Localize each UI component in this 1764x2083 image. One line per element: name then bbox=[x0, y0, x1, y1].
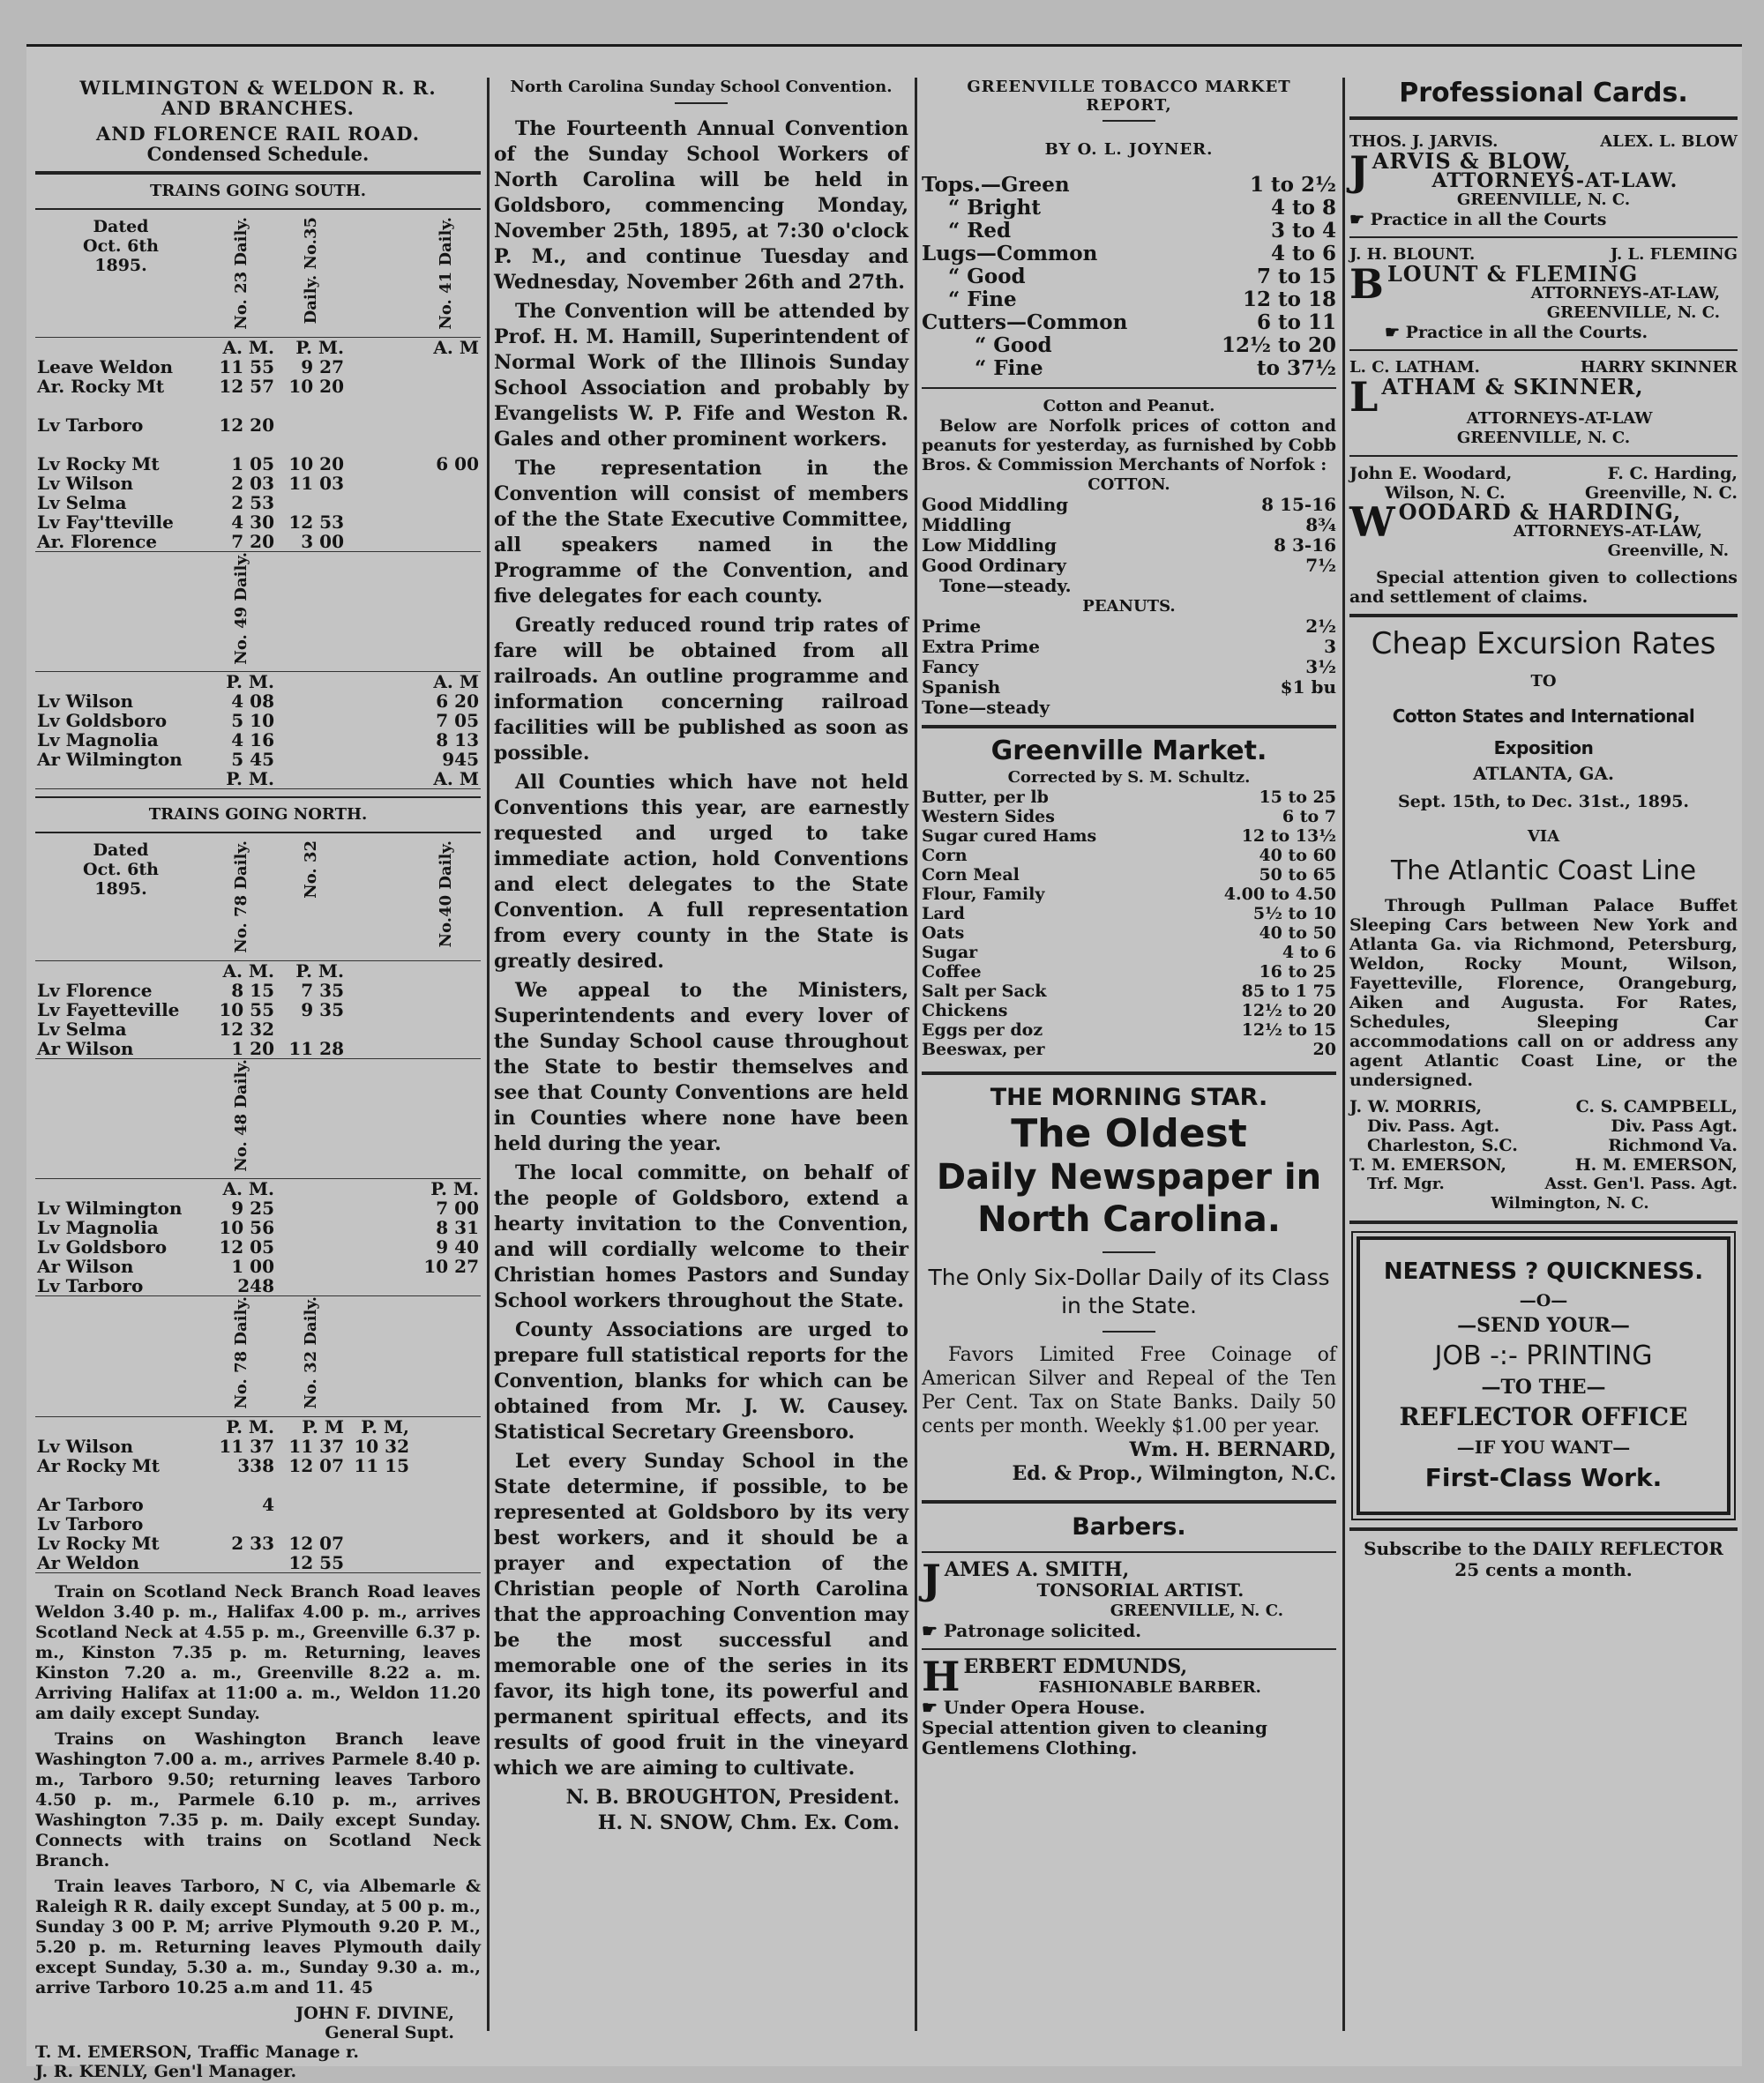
train-32-header: No. 32 Daily. bbox=[301, 1296, 320, 1410]
morning-star-body: Favors Limited Free Coinage of American Silver and Repeal of the Ten Per Cent. Tax on State Banks. Daily 50 cents per month. Weekly $1.00 per year. bbox=[922, 1344, 1336, 1437]
south-timetable-2: No. 49 Daily. P. M. A. M Lv Wilson 4 08 6 20 Lv Goldsboro 5 10 7 05 Lv Magnolia 4 16 8 13 Ar Wilmington 5 45 945 P. M. A. M bbox=[37, 551, 479, 790]
column-rule bbox=[1342, 78, 1345, 2031]
table-row: “ Good 7 to 15 bbox=[948, 265, 1336, 288]
barber-title: FASHIONABLE BARBER. bbox=[1038, 1678, 1261, 1697]
firm-name: OODARD & HARDING, bbox=[1398, 499, 1682, 525]
partner-name: F. C. Harding, bbox=[1607, 464, 1738, 483]
firm-note: ☛ Practice in all the Courts bbox=[1349, 210, 1607, 229]
rail-note-washington: Trains on Washington Branch leave Washington 7.00 a. m., arrives Parmele 8.40 p. m., Tarboro 9.50; returning leaves Tarboro 4.50 p. m., Parmele 6.10 p. m., arrives Washington 7.35 p. m. Daily except Sunday. Connects with trains on Scotland Neck Branch. bbox=[35, 1729, 481, 1871]
cotton-title: Cotton and Peanut. bbox=[1043, 397, 1215, 415]
divider bbox=[1349, 1527, 1738, 1531]
agent-name: H. M. EMERSON, bbox=[1574, 1155, 1738, 1175]
partner-name: THOS. J. JARVIS. bbox=[1349, 132, 1499, 151]
north-timetable-2: No. 48 Daily. A. M. P. M. Lv Wilmington 9 25 7 00 Lv Magnolia 10 56 8 31 Lv Goldsboro 12 05 9 40 Ar Wilson 1 00 10 27 Lv Tarboro 248 bbox=[37, 1058, 479, 1297]
drop-cap: B bbox=[1349, 260, 1384, 308]
column-rule bbox=[915, 78, 917, 2031]
table-row: Lv Wilson 2 03 11 03 bbox=[37, 472, 344, 494]
partner-city: Wilson, N. C. bbox=[1385, 483, 1506, 503]
south-title: TRAINS GOING SOUTH. bbox=[149, 182, 367, 200]
reflector-line: JOB -:- PRINTING bbox=[1434, 1340, 1653, 1371]
convention-paragraph: We appeal to the Ministers, Superintendents and every lover of the Sunday School cause throughout the State to bestir themselves and see that County Conventions are held in Counties where none have been held during the year. bbox=[494, 979, 908, 1155]
greenville-market-title: Greenville Market. bbox=[990, 735, 1267, 766]
table-row: Lv Tarboro bbox=[37, 1513, 144, 1535]
railroad-schedule-column bbox=[35, 77, 481, 2082]
firm-title: ATTORNEYS-AT-LAW bbox=[1466, 409, 1653, 428]
reflector-line: —SEND YOUR— bbox=[1457, 1314, 1630, 1337]
table-row: Sugar cured Hams 12 to 13½ bbox=[922, 826, 1336, 846]
train-48-header: No. 48 Daily. bbox=[231, 1058, 250, 1172]
train-78-header: No. 78 Daily. bbox=[231, 1296, 250, 1410]
table-row: Ar. Rocky Mt 12 57 10 20 bbox=[37, 375, 344, 397]
firm-name: ARVIS & BLOW, bbox=[1372, 148, 1572, 174]
north-timetable-3: No. 78 Daily. No. 32 Daily. P. M. P. M P. M, Lv Wilson 11 37 11 37 10 32 Ar Rocky Mt 338 12 07 11 15 Ar Tarboro 4 Lv Tarboro Lv Rocky Mt 2 33 12 07 Ar Weldon 12 55 bbox=[35, 1296, 481, 1573]
partner-name: ALEX. L. BLOW bbox=[1600, 132, 1738, 151]
table-row bbox=[35, 435, 481, 454]
table-row: “ Red 3 to 4 bbox=[948, 219, 1336, 243]
convention-paragraph: County Associations are urged to prepare full statistical reports for the Convention, blanks for which can be obtained from Mr. J. W. Causey. Statistical Secretary Greensboro. bbox=[494, 1318, 908, 1444]
divider bbox=[675, 102, 728, 104]
reflector-line: —TO THE— bbox=[1481, 1376, 1606, 1399]
train-32-header: No. 32 bbox=[301, 840, 320, 899]
morning-star-address: Ed. & Prop., Wilmington, N.C. bbox=[1012, 1462, 1336, 1485]
divider bbox=[922, 387, 1336, 389]
table-row: Lv Tarboro 12 20 bbox=[37, 414, 274, 436]
firm-note: Special attention given to collections and settlement of claims. bbox=[1349, 568, 1738, 607]
agent-title: Trf. Mgr. bbox=[1367, 1175, 1445, 1193]
divider bbox=[1349, 236, 1738, 238]
ampm-label: A. M bbox=[433, 336, 479, 358]
agent-city: Richmond Va. bbox=[1608, 1136, 1738, 1155]
table-row: Leave Weldon 11 55 9 27 bbox=[37, 355, 344, 377]
pointing-hand-icon: ☛ bbox=[922, 1697, 944, 1718]
rail-head-4: Condensed Schedule. bbox=[146, 143, 370, 165]
table-row: Tone—steady. bbox=[939, 575, 1072, 596]
table-row: Corn Meal 50 to 65 bbox=[922, 865, 1336, 885]
table-row: Extra Prime 3 bbox=[922, 636, 1336, 657]
table-row: “ Good 12½ to 20 bbox=[975, 333, 1336, 357]
agent-title: Div. Pass. Agt. bbox=[1367, 1116, 1500, 1136]
south-timetable-1 bbox=[35, 217, 481, 552]
divider bbox=[35, 796, 481, 798]
train-78-header: No. 78 Daily. bbox=[231, 840, 250, 953]
divider bbox=[1349, 614, 1738, 617]
table-row: “ Fine 12 to 18 bbox=[948, 287, 1336, 311]
professional-cards-column bbox=[1349, 78, 1738, 2049]
dated-cell: Dated Oct. 6th 1895. bbox=[35, 217, 206, 337]
drop-cap: L bbox=[1349, 373, 1379, 421]
drop-cap: J bbox=[1349, 147, 1369, 195]
professional-cards-title: Professional Cards. bbox=[1399, 78, 1688, 108]
rail-head-3: AND FLORENCE RAIL ROAD. bbox=[95, 123, 421, 145]
table-row: Lv Tarboro 248 bbox=[35, 1276, 481, 1296]
exposition-dates: Sept. 15th, to Dec. 31st., 1895. bbox=[1397, 792, 1690, 811]
exposition-name: Cotton States and International Exposition bbox=[1392, 706, 1695, 758]
reflector-headline: NEATNESS ? QUICKNESS. bbox=[1383, 1258, 1704, 1285]
drop-cap: W bbox=[1349, 498, 1395, 546]
firm-note: ☛ Practice in all the Courts. bbox=[1385, 323, 1648, 342]
rail-signature-emerson: T. M. EMERSON, Traffic Manage r. bbox=[35, 2042, 360, 2063]
morning-star-name: THE MORNING STAR. bbox=[990, 1084, 1268, 1111]
table-row: Sugar 4 to 6 bbox=[922, 943, 1336, 962]
north-title: TRAINS GOING NORTH. bbox=[148, 805, 368, 825]
firm-city: Greenville, N. bbox=[1607, 541, 1729, 560]
train-49-header: No. 49 Daily. bbox=[231, 551, 250, 665]
divider bbox=[1349, 1221, 1738, 1224]
newspaper-page bbox=[26, 44, 1742, 2082]
rail-note-albemarle: Train leaves Tarboro, N C, via Albemarle & Raleigh R R. daily except Sunday, at 5 00 p. m., Sunday 3 00 P. M; arrive Plymouth 9.20 P. M., 5.20 p. m. Returning leaves Plymouth daily except Sunday, 5.30 a. m., Sunday 9.30 a. m., arrive Tarboro 10.25 a.m and 11. 45 bbox=[35, 1877, 481, 1998]
cotton-subtitle: COTTON. bbox=[1088, 475, 1170, 494]
reflector-office-ad bbox=[1357, 1236, 1730, 1515]
drop-cap: H bbox=[922, 1653, 960, 1700]
train-40-header: No.40 Daily. bbox=[436, 840, 455, 948]
firm-title: ATTORNEYS-AT-LAW. bbox=[1431, 169, 1678, 192]
firm-city: GREENVILLE, N. C. bbox=[1456, 190, 1631, 209]
divider bbox=[1349, 455, 1738, 457]
table-row: Prime 2½ bbox=[922, 616, 1336, 637]
divider bbox=[1349, 349, 1738, 351]
divider bbox=[922, 725, 1336, 728]
morning-star-headline: Daily Newspaper in bbox=[936, 1157, 1322, 1198]
tobacco-price-table bbox=[922, 174, 1336, 380]
agent-city: Wilmington, N. C. bbox=[1491, 1194, 1649, 1213]
tobacco-title: GREENVILLE TOBACCO MARKET REPORT, bbox=[967, 78, 1291, 115]
divider bbox=[1102, 1251, 1155, 1253]
reflector-line: —IF YOU WANT— bbox=[1456, 1437, 1631, 1458]
barber-title: TONSORIAL ARTIST. bbox=[1036, 1579, 1245, 1601]
table-row: Lard 5½ to 10 bbox=[922, 904, 1336, 923]
table-row: Lv Wilmington 9 25 7 00 bbox=[37, 1198, 479, 1220]
partner-city: Greenville, N. C. bbox=[1584, 483, 1738, 503]
table-row: Fancy 3½ bbox=[922, 656, 1336, 677]
table-row: Lv Goldsboro 12 05 9 40 bbox=[37, 1236, 479, 1258]
table-row: Eggs per doz 12½ to 15 bbox=[922, 1020, 1336, 1040]
table-row: Ar Rocky Mt 338 12 07 11 15 bbox=[37, 1455, 409, 1477]
cotton-intro: Below are Norfolk prices of cotton and peanuts for yesterday, as furnished by Cobb Bros. & Commission Merchants of Norfok : bbox=[922, 416, 1336, 474]
table-row: “ Bright 4 to 8 bbox=[948, 196, 1336, 220]
firm-name: ATHAM & SKINNER, bbox=[1381, 374, 1644, 399]
table-row: Lv Selma 12 32 bbox=[37, 1018, 274, 1040]
table-row: Lv Goldsboro 5 10 7 05 bbox=[37, 710, 479, 732]
convention-paragraph: The local committe, on behalf of the people of Goldsboro, extend a hearty invitation to the Convention, and will cordially welcome to their Christian homes Pastors and Sunday School workers throughout the State. bbox=[494, 1161, 908, 1312]
firm-city: GREENVILLE, N. C. bbox=[1456, 429, 1631, 447]
morning-star-editor: Wm. H. BERNARD, bbox=[1129, 1438, 1336, 1461]
table-row: Lv Florence 8 15 7 35 bbox=[37, 979, 344, 1001]
table-row: Salt per Sack 85 to 1 75 bbox=[922, 982, 1336, 1001]
barber-note: ☛ Patronage solicited. bbox=[922, 1620, 1142, 1641]
subscribe-notice: Subscribe to the DAILY REFLECTOR 25 cents a month. bbox=[1364, 1538, 1723, 1580]
table-row: Beeswax, per 20 bbox=[922, 1040, 1336, 1059]
partner-name: J. H. BLOUNT. bbox=[1349, 245, 1476, 264]
table-row: Corn 40 to 60 bbox=[922, 846, 1336, 865]
convention-paragraph: The representation in the Convention will consist of members of the the State Executive Committee, all speakers named in the Programme of the Convention, and five delegates for each county. bbox=[494, 457, 908, 608]
peanuts-subtitle: PEANUTS. bbox=[1082, 597, 1176, 616]
table-row: Lv Fayetteville 10 55 9 35 bbox=[37, 998, 344, 1020]
barber-name: AMES A. SMITH, bbox=[944, 1558, 1130, 1581]
markets-column bbox=[922, 78, 1336, 2049]
table-row: Ar Tarboro 4 bbox=[37, 1494, 274, 1516]
agent-name: C. S. CAMPBELL, bbox=[1575, 1097, 1738, 1116]
table-row: Good Middling 8 15-16 bbox=[922, 494, 1336, 515]
convention-title: North Carolina Sunday School Convention. bbox=[510, 78, 893, 96]
exposition-city: ATLANTA, GA. bbox=[1473, 763, 1614, 784]
agent-title: Div. Pass Agt. bbox=[1611, 1116, 1738, 1136]
divider bbox=[1349, 116, 1738, 120]
greenville-market-byline: Corrected by S. M. Schultz. bbox=[1007, 768, 1251, 787]
reflector-line: REFLECTOR OFFICE bbox=[1399, 1402, 1688, 1431]
table-row: Chickens 12½ to 20 bbox=[922, 1001, 1336, 1020]
rail-signature-divine: JOHN F. DIVINE, bbox=[295, 2004, 454, 2024]
train-23-header: No. 23 Daily. bbox=[231, 217, 250, 330]
table-row: Lv Magnolia 10 56 8 31 bbox=[37, 1217, 479, 1239]
divider bbox=[35, 171, 481, 175]
table-row: Low Middling 8 3-16 bbox=[922, 534, 1336, 556]
table-row bbox=[35, 396, 481, 415]
divider bbox=[1102, 1331, 1155, 1333]
table-row bbox=[35, 1475, 481, 1495]
table-row: Lv Wilson 11 37 11 37 10 32 bbox=[37, 1436, 409, 1458]
table-row: Lv Rocky Mt 1 05 10 20 6 00 bbox=[37, 452, 479, 474]
table-row: Oats 40 to 50 bbox=[922, 923, 1336, 943]
pointing-hand-icon: ☛ bbox=[1349, 210, 1371, 229]
table-row: Ar Wilmington 5 45 945 bbox=[37, 749, 479, 771]
convention-signature-chairman: H. N. SNOW, Chm. Ex. Com. bbox=[597, 1811, 900, 1834]
greenville-market-table bbox=[922, 788, 1336, 1059]
partner-name: John E. Woodard, bbox=[1349, 464, 1513, 483]
atlantic-coast-line-title: The Atlantic Coast Line bbox=[1390, 855, 1697, 886]
agent-name: T. M. EMERSON, bbox=[1349, 1155, 1507, 1175]
table-row: Lv Magnolia 4 16 8 13 bbox=[37, 729, 479, 751]
ampm-label: P. M. bbox=[295, 336, 344, 358]
table-row: Butter, per lb 15 to 25 bbox=[922, 788, 1336, 807]
barber-note: Special attention given to cleaning Gentlemens Clothing. bbox=[922, 1717, 1267, 1758]
barber-city: GREENVILLE, N. C. bbox=[1110, 1601, 1283, 1620]
excursion-to: TO bbox=[1530, 672, 1557, 691]
table-row: “ Fine to 37½ bbox=[975, 356, 1336, 380]
table-row: Good Ordinary 7½ bbox=[922, 555, 1336, 576]
table-row: Ar. Florence 7 20 3 00 bbox=[35, 532, 481, 552]
cotton-price-table bbox=[922, 495, 1336, 596]
excursion-title: Cheap Excursion Rates bbox=[1371, 626, 1716, 661]
barbers-title: Barbers. bbox=[1072, 1513, 1186, 1541]
convention-paragraph: All Counties which have not held Conventions this year, are earnestly requested and urged to take immediate action, hold Conventions and elect delegates to the State Convention. A full representation from every county in the State is greatly desired. bbox=[494, 771, 908, 973]
table-row: Spanish $1 bu bbox=[922, 676, 1336, 698]
rail-head-2: AND BRANCHES. bbox=[161, 97, 355, 119]
divider bbox=[922, 1071, 1336, 1075]
pointing-hand-icon: ☛ bbox=[922, 1620, 944, 1641]
column-rule bbox=[487, 78, 490, 2031]
ampm-label: A. M. bbox=[222, 336, 274, 358]
partner-name: L. C. LATHAM. bbox=[1349, 358, 1480, 377]
divider bbox=[35, 208, 481, 210]
divider bbox=[922, 1648, 1336, 1650]
table-row: Ar Weldon 12 55 bbox=[35, 1553, 481, 1573]
convention-paragraph: The Convention will be attended by Prof. H. M. Hamill, Superintendent of Normal Work of the Illinois Sunday School Association and probably by Evangelists W. P. Fife and Weston R. Gales and other prominent workers. bbox=[494, 300, 908, 451]
morning-star-headline: North Carolina. bbox=[977, 1199, 1281, 1240]
tobacco-byline: BY O. L. JOYNER. bbox=[1044, 140, 1214, 159]
table-row: Lugs—Common 4 to 6 bbox=[922, 242, 1336, 265]
firm-title: ATTORNEYS-AT-LAW, bbox=[1513, 522, 1702, 541]
convention-paragraph: Greatly reduced round trip rates of fare will be obtained from all railroads. An outline programme and information concerning railroad facilities will be published as soon as possible. bbox=[494, 614, 908, 765]
agent-city: Charleston, S.C. bbox=[1367, 1136, 1518, 1155]
table-row: Middling 8¾ bbox=[922, 514, 1336, 535]
divider bbox=[922, 1500, 1336, 1504]
table-row: Ar Wilson 1 00 10 27 bbox=[37, 1256, 479, 1278]
firm-city: GREENVILLE, N. C. bbox=[1546, 303, 1720, 322]
table-row: Coffee 16 to 25 bbox=[922, 962, 1336, 982]
partner-name: J. L. FLEMING bbox=[1610, 245, 1738, 264]
rail-head-1: WILMINGTON & WELDON R. R. bbox=[79, 77, 437, 99]
table-row: Cutters—Common 6 to 11 bbox=[922, 310, 1336, 334]
barber-note: ☛ Under Opera House. bbox=[922, 1697, 1146, 1718]
table-row: Lv Wilson 4 08 6 20 bbox=[37, 691, 479, 713]
convention-paragraph: Let every Sunday School in the State determine, if possible, to be represented at Goldsboro by its very best workers, and it should be a prayer and expectation of the Christian people of North Carolina that the approaching Convention may be the most successful and memorable one of the series in its favor, its high tone, its powerful and permanent spiritual effects, and its results of good fruit in the vineyard which we are aiming to cultivate. bbox=[494, 1450, 908, 1780]
rail-signature-kenly: J. R. KENLY, Gen'l Manager. bbox=[35, 2062, 297, 2082]
table-row: Ar Wilson 1 20 11 28 bbox=[35, 1039, 481, 1059]
convention-paragraph: The Fourteenth Annual Convention of the Sunday School Workers of North Carolina will be held in Goldsboro, commencing Monday, November 25th, 1895, at 7:30 o'clock P. M., and continue Tuesday and Wednesday, November 26th and 27th. bbox=[494, 117, 908, 294]
firm-name: LOUNT & FLEMING bbox=[1387, 261, 1639, 287]
rail-signature-title: General Supt. bbox=[325, 2023, 454, 2043]
train-41-header: No. 41 Daily. bbox=[436, 217, 455, 330]
table-row: Tops.—Green 1 to 2½ bbox=[922, 173, 1336, 197]
train-35-header: Daily. No.35 bbox=[301, 217, 320, 325]
convention-column bbox=[494, 78, 908, 2049]
table-row: Lv Selma 2 53 bbox=[37, 491, 274, 513]
table-row: Western Sides 6 to 7 bbox=[922, 807, 1336, 826]
table-row: Lv Fay'tteville 4 30 12 53 bbox=[37, 511, 344, 533]
partner-name: HARRY SKINNER bbox=[1580, 358, 1738, 377]
reflector-line: First-Class Work. bbox=[1424, 1463, 1663, 1492]
barber-name: ERBERT EDMUNDS, bbox=[963, 1655, 1188, 1678]
drop-cap: J bbox=[922, 1556, 941, 1603]
pointing-hand-icon: ☛ bbox=[1385, 323, 1406, 342]
divider bbox=[922, 1551, 1336, 1553]
agent-name: J. W. MORRIS, bbox=[1349, 1097, 1483, 1116]
firm-title: ATTORNEYS-AT-LAW, bbox=[1530, 284, 1720, 302]
morning-star-headline: The Oldest bbox=[1011, 1111, 1247, 1156]
divider bbox=[1102, 120, 1155, 122]
table-row: Flour, Family 4.00 to 4.50 bbox=[922, 885, 1336, 904]
peanut-price-table bbox=[922, 616, 1336, 718]
reflector-ornament: —O— bbox=[1519, 1291, 1568, 1310]
rail-note-scotland-neck: Train on Scotland Neck Branch Road leaves Weldon 3.40 p. m., Halifax 4.00 p. m., arrives Scotland Neck at 4.55 p. m., Greenville 6.37 p. m., Kinston 7.35 p. m. Returning, leaves Kinston 7.20 a. m., Greenville 8.22 a. m. Arriving Halifax at 11:00 a. m., Weldon 11.20 am daily except Sunday. bbox=[35, 1582, 481, 1724]
excursion-via: VIA bbox=[1527, 827, 1560, 846]
divider bbox=[35, 832, 481, 833]
table-row: Lv Rocky Mt 2 33 12 07 bbox=[37, 1533, 344, 1555]
agent-title: Asst. Gen'l. Pass. Agt. bbox=[1544, 1175, 1738, 1193]
north-timetable-1: Dated Oct. 6th 1895. No. 78 Daily. No. 32 No.40 Daily. A. M. P. M. Lv Florence 8 15 7 35 Lv Fayetteville 10 55 9 35 Lv Selma 12 32 Ar Wilson 1 20 11 28 bbox=[35, 840, 481, 1059]
convention-signature-president: N. B. BROUGHTON, President. bbox=[565, 1786, 900, 1809]
morning-star-tagline: The Only Six-Dollar Daily of its Class in the State. bbox=[928, 1265, 1330, 1318]
table-row: Tone—steady bbox=[922, 697, 1050, 718]
excursion-description: Through Pullman Palace Buffet Sleeping Cars between New York and Atlanta Ga. via Richmond, Petersburg, Weldon, Rocky Mount, Wilson, Fayetteville, Florence, Orangeburg, Aiken and Augusta. For Rates, Schedules, Sleeping Car accommodations call on or address any agent Atlantic Coast Line, or the undersigned. bbox=[1349, 896, 1738, 1090]
